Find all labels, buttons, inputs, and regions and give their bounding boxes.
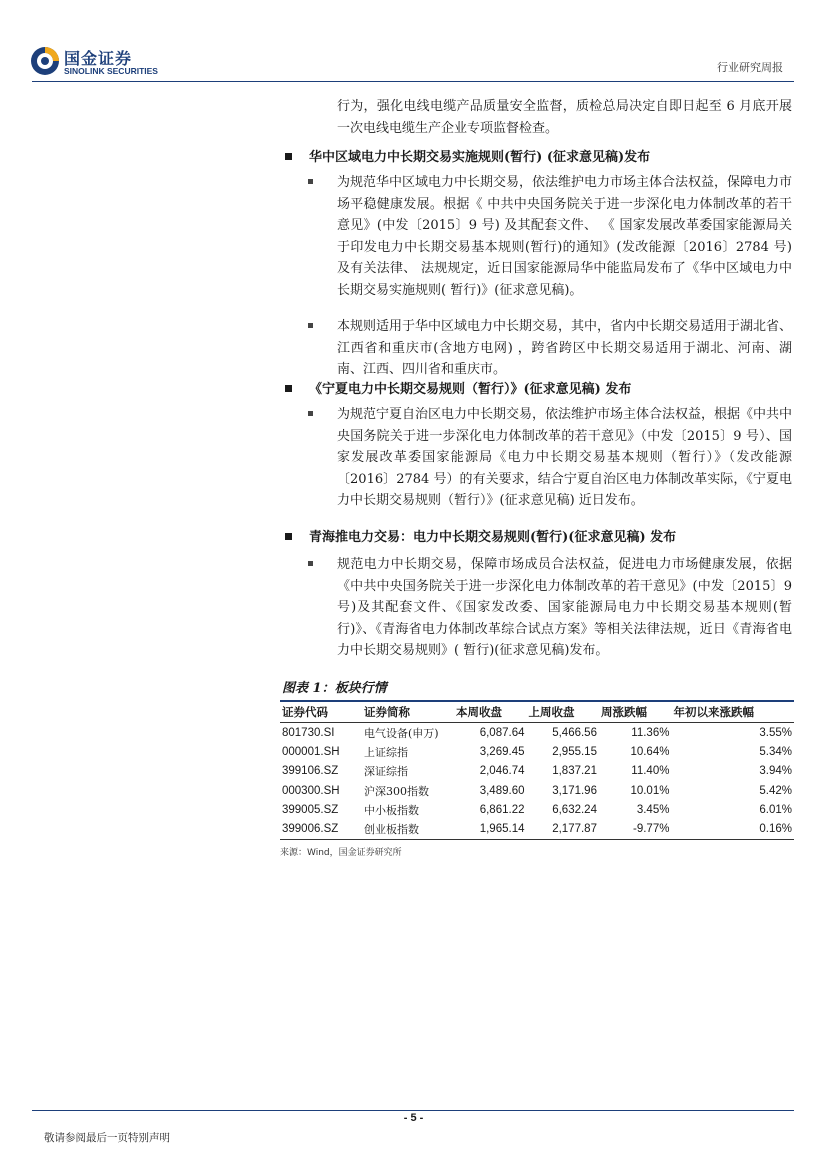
table-cell: 10.64% (630, 745, 670, 758)
table-row (280, 800, 794, 819)
small-square-bullet-icon (308, 561, 313, 566)
paragraph: 为规范宁夏自治区电力中长期交易，依法维护市场主体合法权益，根据《中共中央国务院关于进一步深化电力体制改革的若干意见》（中发〔2015〕9 号）、国家发展改革委国家能源局《电力中长期交易基本规则（暂行）》（发改能源〔2016〕2784 号）的有关要求，结合宁夏自治区电力体制改革实际，《宁夏电力中长期交易规则（暂行）》(征求意见稿) 近日发布。 (337, 407, 793, 508)
table-cell: 创业板指数 (364, 823, 419, 837)
table-row (280, 762, 794, 781)
header-divider (32, 81, 794, 82)
section-heading-qinghai (285, 528, 795, 550)
sector-table (280, 702, 794, 839)
section-heading-text: 《宁夏电力中长期交易规则（暂行）》(征求意见稿) 发布 (309, 382, 632, 397)
figure-source: 来源：Wind，国金证券研究所 (280, 847, 402, 858)
table-row (280, 781, 794, 800)
table-cell: 000001.SH (282, 745, 340, 758)
table-cell: 5.34% (759, 745, 792, 758)
table-cell: 3.55% (759, 726, 792, 739)
table-cell: 3.45% (636, 803, 670, 816)
logo-chinese-name: 国金证券 (64, 49, 133, 68)
company-logo (30, 44, 160, 80)
table-row (280, 819, 794, 838)
square-bullet-icon (285, 153, 292, 160)
table-cell: 3.94% (759, 765, 792, 778)
table-cell: 6,632.24 (552, 803, 597, 816)
column-header: 周涨跌幅 (599, 702, 671, 723)
column-header: 年初以来涨跌幅 (671, 702, 794, 723)
logo-english-name: SINOLINK SECURITIES (64, 66, 158, 76)
section-heading-text: 华中区域电力中长期交易实施规则(暂行) (征求意见稿)发布 (309, 150, 651, 165)
figure-title: 图表 1：板块行情 (282, 681, 387, 696)
paragraph: 为规范华中区域电力中长期交易，依法维护电力市场主体合法权益，保障电力市场平稳健康发展。根据《 中共中央国务院关于进一步深化电力体制改革的若干意见》(中发〔2015〕9 号) 及其配套文件、 《 国家发展改革委国家能源局关于印发电力中长期交易基本规则(暂行)的通知》(发改能源〔2016〕2784 号) 及有关法律、 法规规定，近日国家能源局华中能监局发布了《华中区域电力中长期交易实施规则( 暂行)》(征求意见稿)。 (337, 175, 793, 298)
column-header: 本周收盘 (454, 702, 526, 723)
table-cell: 5,466.56 (552, 726, 597, 739)
table-cell: 5.42% (759, 784, 792, 797)
figure-sector-performance (280, 678, 794, 858)
column-header: 上周收盘 (526, 702, 598, 723)
table-cell: 3,489.60 (479, 784, 525, 797)
table-cell: -9.77% (633, 823, 670, 836)
intro-continuation (337, 96, 792, 139)
column-header: 证券简称 (362, 702, 454, 723)
section-heading-text: 青海推电力交易：电力中长期交易规则(暂行)(征求意见稿) 发布 (309, 530, 677, 545)
table-cell: 深证综指 (364, 765, 408, 779)
table-cell: 1,965.14 (479, 823, 525, 836)
table-cell: 6.01% (759, 803, 792, 816)
table-cell: 2,177.87 (552, 823, 597, 836)
table-cell: 399006.SZ (282, 823, 339, 836)
square-bullet-icon (285, 385, 292, 392)
section-heading-ningxia (285, 380, 795, 402)
table-header-row (280, 702, 794, 723)
small-square-bullet-icon (308, 323, 313, 328)
table-cell: 000300.SH (282, 784, 340, 797)
sinolink-logo-icon (30, 46, 60, 76)
table-cell: 6,087.64 (479, 726, 525, 739)
table-cell: 399005.SZ (282, 803, 339, 816)
table-row (280, 723, 794, 743)
table-cell: 0.16% (759, 823, 792, 836)
footer-disclaimer: 敬请参阅最后一页特别声明 (44, 1132, 170, 1144)
section-heading-huazhong (285, 148, 795, 170)
paragraph: 规范电力中长期交易，保障市场成员合法权益，促进电力市场健康发展，依据《中共中央国务院关于进一步深化电力体制改革的若干意见》(中发〔2015〕9 号)及其配套文件、《国家发改委、国家能源局电力中长期交易基本规则(暂行)》、《青海省电力体制改革综合试点方案》等相关法律法规，近日《青海省电力中长期交易规则》( 暂行)(征求意见稿)发布。 (337, 557, 792, 658)
page-number: - 5 - (403, 1112, 424, 1124)
table-row (280, 742, 794, 761)
table-cell: 10.01% (630, 784, 670, 797)
table-cell: 1,837.21 (552, 765, 597, 778)
table-cell: 399106.SZ (282, 765, 339, 778)
table-cell: 沪深300指数 (364, 784, 429, 798)
table-cell: 上证综指 (364, 745, 408, 759)
table-cell: 3,269.45 (479, 745, 525, 758)
paragraph: 本规则适用于华中区域电力中长期交易，其中，省内中长期交易适用于湖北省、江西省和重庆市(含地方电网) ，跨省跨区中长期交易适用于湖北、河南、湖南、江西、四川省和重庆市。 (337, 319, 793, 377)
intro-paragraph: 行为，强化电线电缆产品质量安全监督，质检总局决定自即日起至 6 月底开展一次电线电缆生产企业专项监督检查。 (337, 99, 792, 136)
square-bullet-icon (285, 533, 292, 540)
table-cell: 11.40% (631, 765, 670, 778)
small-square-bullet-icon (308, 411, 313, 416)
table-cell: 中小板指数 (364, 803, 419, 817)
page-header (0, 0, 827, 86)
table-cell: 11.36% (631, 726, 670, 739)
table-cell: 2,955.15 (552, 745, 597, 758)
small-square-bullet-icon (308, 179, 313, 184)
table-cell: 6,861.22 (479, 803, 525, 816)
footer-divider (32, 1110, 794, 1111)
column-header: 证券代码 (280, 702, 362, 723)
table-cell: 801730.SI (282, 726, 335, 739)
table-cell: 电气设备(申万) (364, 726, 439, 740)
report-type: 行业研究周报 (717, 61, 783, 74)
table-cell: 2,046.74 (479, 765, 525, 778)
figure-bottom-rule (280, 839, 794, 840)
table-cell: 3,171.96 (552, 784, 597, 797)
